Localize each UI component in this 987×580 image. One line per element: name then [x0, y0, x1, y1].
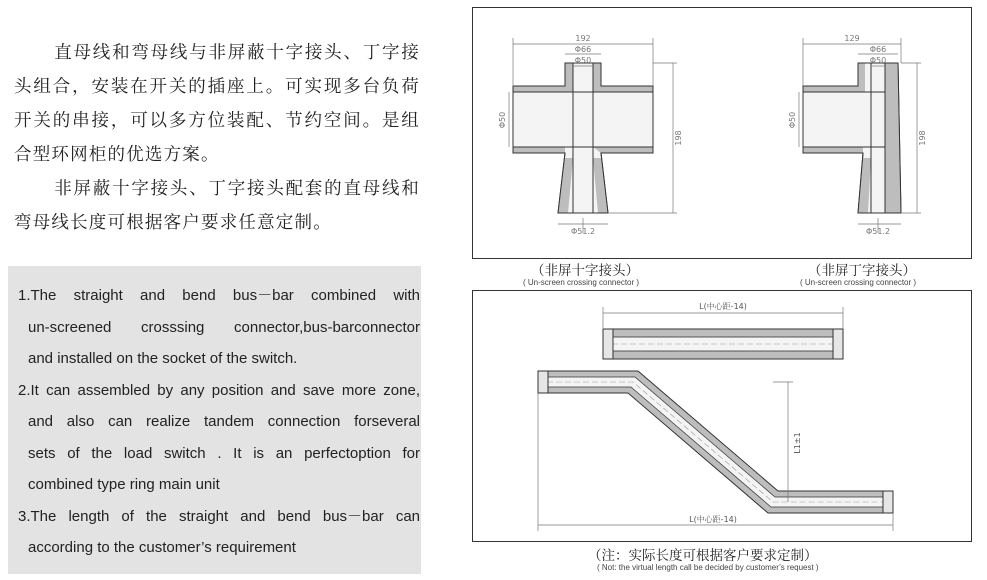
cross-caption-en: ( Un-screen crossing connector ): [523, 278, 640, 287]
tee-dim-side: Φ50: [788, 111, 797, 129]
feature-item-3: [18, 501, 420, 564]
intro-cn-line: 约空间。是组合型环网柜的优选方案。: [14, 111, 421, 165]
intro-cn-line: 直母线和弯母线与非屏蔽十字接头、丁: [54, 43, 383, 63]
feature-line: 2.It can assembled by any position and save more zone,: [18, 381, 420, 399]
busbar-caption-cn: （注：实际长度可根据客户要求定制）: [588, 548, 818, 564]
intro-cn-paragraph-2: [14, 172, 420, 240]
intro-cn-line: 非屏蔽十字接头、丁字接头配套的直母: [54, 179, 383, 199]
connector-drawing: [473, 8, 971, 258]
cross-connector-drawing: [513, 63, 653, 213]
feature-item-1: [18, 280, 420, 375]
feature-line: combined type ring main unit: [28, 476, 220, 493]
busbar-dim-bend: L(中心距-14): [689, 515, 737, 524]
tee-dim-width: 129: [844, 34, 860, 43]
busbar-dim-straight: L(中心距-14): [699, 302, 747, 311]
intro-cn: [14, 36, 420, 240]
cross-dim-width: 192: [575, 34, 591, 43]
feature-line: and also can realize tandem connection forseveral: [28, 413, 420, 430]
intro-cn-paragraph-1: [14, 36, 420, 172]
connector-drawing-frame: [472, 7, 972, 259]
busbar-drawing: [473, 291, 971, 541]
feature-line: sets of the load switch . It is an perfectoption for: [28, 444, 420, 462]
feature-line: 1.The straight and bend bus－bar combined with: [18, 287, 420, 304]
feature-line: un-screened crosssing connector,bus-barconnector: [28, 318, 420, 336]
cross-caption-cn: （非屏十字接头）: [531, 263, 639, 279]
tee-caption-cn: （非屏丁字接头）: [808, 263, 916, 279]
tee-dim-inner: Φ50: [869, 56, 887, 65]
cross-dim-inner: Φ50: [574, 56, 592, 65]
bend-busbar-drawing: [538, 371, 893, 513]
cross-dim-outer: Φ66: [574, 45, 592, 54]
tee-dim-height: 198: [918, 130, 927, 146]
tee-caption-en: ( Un-screen crossing connector ): [800, 278, 917, 287]
cross-dim-bottom: Φ51.2: [570, 227, 596, 236]
cross-dim-side: Φ50: [498, 111, 507, 129]
intro-cn-line: 字接头组合，安装在开关的插座上。可实现: [14, 43, 420, 97]
feature-line: and installed on the socket of the switch.: [28, 350, 298, 367]
tee-connector-drawing: [803, 63, 901, 213]
intro-cn-line: 线和弯母线长度可根据客户要求任意定制。: [14, 179, 420, 233]
busbar-drawing-frame: [472, 290, 972, 542]
intro-cn-line: 多台负荷开关的串接，可以多方位装配、节: [14, 77, 420, 131]
feature-line: 3.The length of the straight and bend bus－bar can: [18, 507, 420, 525]
feature-line: according to the customer’s requirement: [28, 539, 296, 556]
tee-dim-outer: Φ66: [869, 45, 887, 54]
cross-dim-height: 198: [674, 130, 683, 146]
features-en: [18, 280, 420, 564]
straight-busbar-drawing: [603, 329, 843, 359]
busbar-caption-en: ( Not: the virtual length call be decided by customer’s request ): [597, 563, 819, 572]
busbar-dim-offset: L1±1: [793, 432, 802, 454]
feature-item-2: [18, 375, 420, 501]
tee-dim-bottom: Φ51.2: [865, 227, 891, 236]
